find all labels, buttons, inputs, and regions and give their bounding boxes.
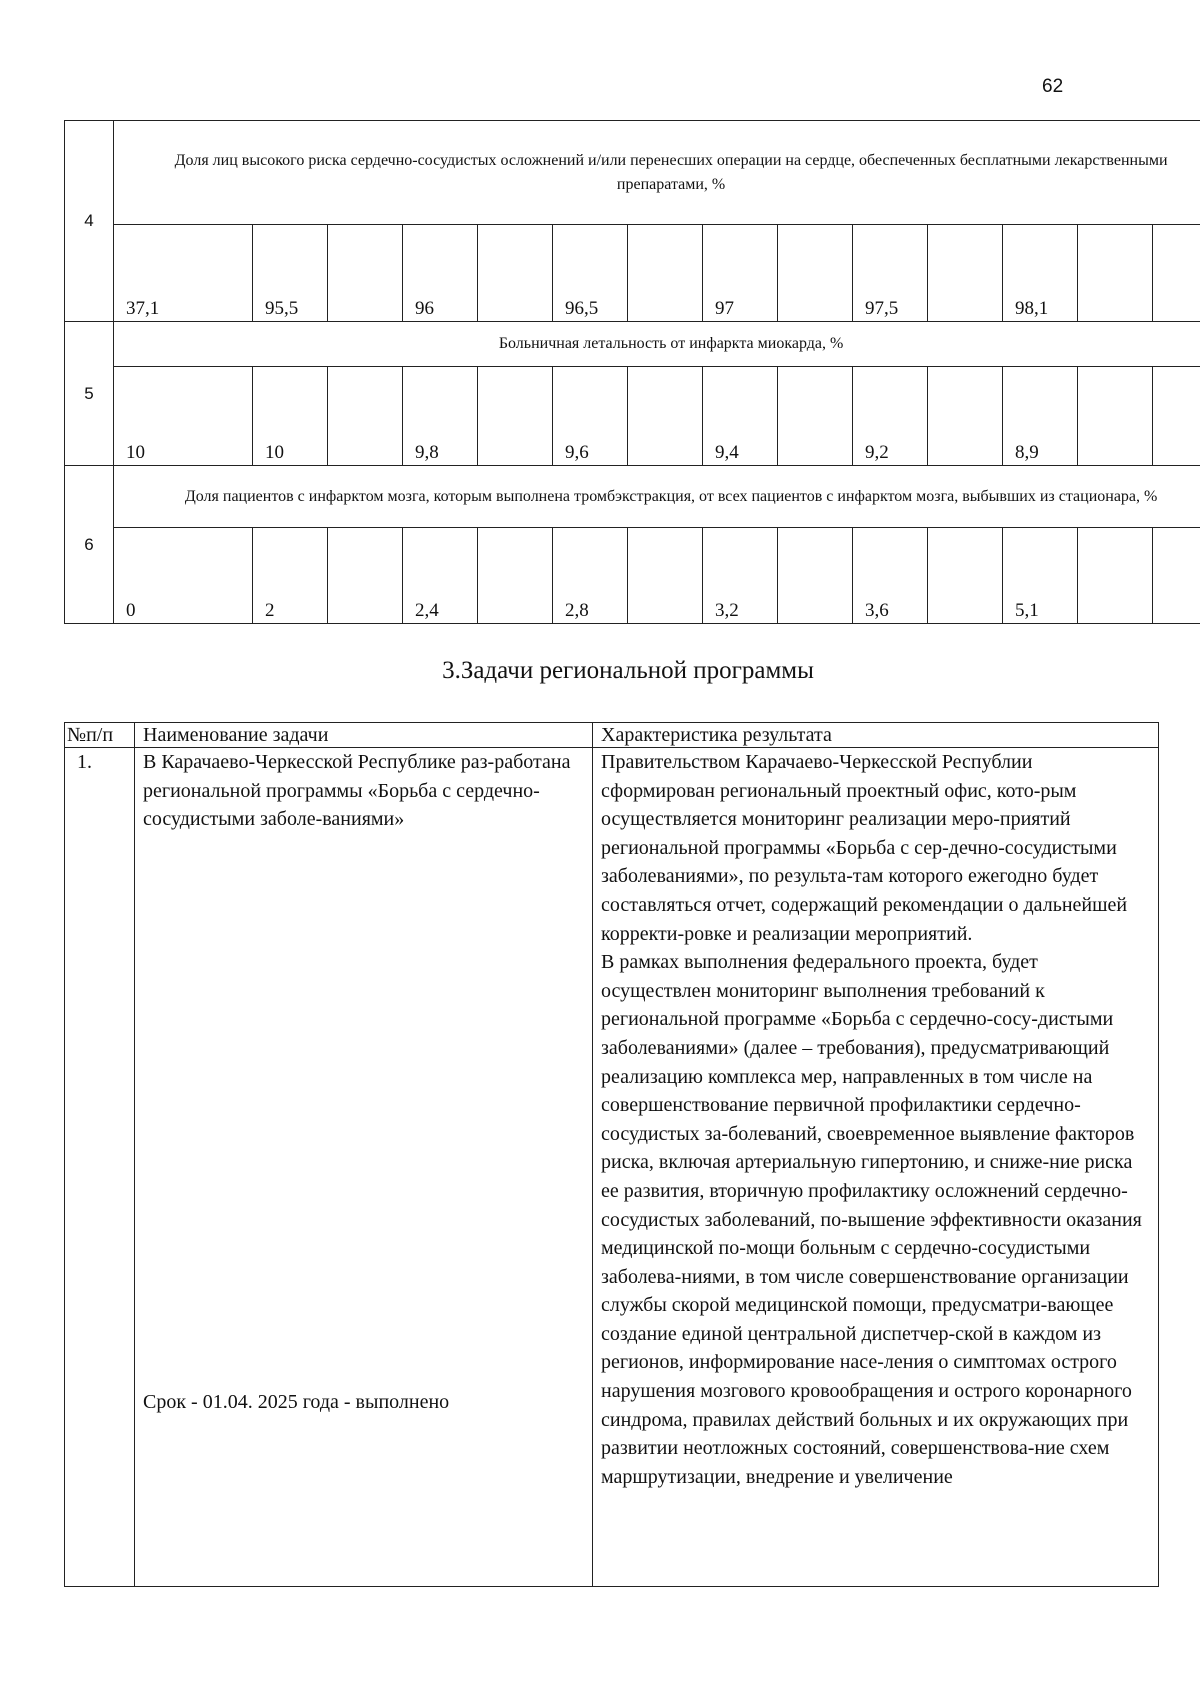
indicator-value: 97 (703, 225, 778, 322)
task-number: 1. (65, 748, 135, 1587)
indicator-value: 37,1 (114, 225, 253, 322)
empty-cell (928, 528, 1003, 624)
indicator-value: 3,6 (853, 528, 928, 624)
empty-cell (478, 225, 553, 322)
empty-cell (928, 225, 1003, 322)
empty-cell (328, 367, 403, 466)
indicator-title: Доля лиц высокого риска сердечно-сосудистых осложнений и/или перенесших операции на сердце, обеспеченных бесплатными лекарственными препаратами, % (114, 121, 1200, 225)
section-heading: 3.Задачи региональной программы (442, 657, 814, 684)
header-result: Характеристика результата (593, 723, 1159, 748)
indicator-value: 2,8 (553, 528, 628, 624)
task-result-paragraph: В рамках выполнения федерального проекта, будет осуществлен мониторинг выполнения требований к региональной программе «Борьба с сердечно-сосу-дистыми заболеваниями» (далее – требования), предусматривающий реализацию комплекса мер, направленных в том числе на совершенствование первичной профилактики сердечно-сосудистых за-болеваний, своевременное выявление факторов риска, включая артериальную гипертонию, и сниже-ние риска ее развития, вторичную профилактику осложнений сердечно-сосудистых заболеваний, по-вышение эффективности оказания медицинской по-мощи больным с сердечно-сосудистыми заболева-ниями, в том числе совершенствование организации службы скорой медицинской помощи, предусматри-вающее создание единой центральной диспетчер-ской в каждом из регионов, информирование насе-ления о симптомах острого нарушения мозгового кровообращения и острого коронарного синдрома, правилах действий больных и их окружающих при развитии неотложных состояний, совершенствова-ние схем маршрутизации, внедрение и увеличение (601, 951, 1142, 1488)
indicator-value: 8,9 (1003, 367, 1078, 466)
indicator-value: 3,2 (703, 528, 778, 624)
empty-cell (478, 367, 553, 466)
indicator-value: 2,4 (403, 528, 478, 624)
indicator-value: 9,8 (403, 367, 478, 466)
indicators-table (64, 120, 1200, 624)
indicator-row-5-title (65, 322, 1200, 367)
empty-cell (1078, 528, 1153, 624)
empty-cell (628, 225, 703, 322)
empty-cell (778, 528, 853, 624)
indicator-value: 10 (253, 367, 328, 466)
indicator-value: 98,1 (1003, 225, 1078, 322)
empty-cell (1078, 367, 1153, 466)
indicator-number: 4 (65, 121, 114, 322)
indicator-value: 2 (253, 528, 328, 624)
header-task-name: Наименование задачи (135, 723, 593, 748)
task-result-paragraph: Правительством Карачаево-Черкесской Республии сформирован региональный проектный офис, кото-рым осуществляется мониторинг реализации меро-приятий региональной программы «Борьба с сер-дечно-сосудистыми заболеваниями», по результа-там которого ежегодно будет составляться отчет, содержащий рекомендации о дальнейшей корректи-ровке и реализации мероприятий. (601, 751, 1128, 945)
tasks-table (64, 722, 1159, 1587)
table-row (65, 748, 1159, 1587)
indicator-value: 9,6 (553, 367, 628, 466)
indicator-value: 96 (403, 225, 478, 322)
tasks-table-header (65, 723, 1159, 748)
indicator-row-6-title (65, 466, 1200, 528)
page-number: 62 (1042, 76, 1064, 97)
task-term: Срок - 01.04. 2025 года - выполнено (143, 1391, 450, 1413)
empty-cell (928, 367, 1003, 466)
empty-cell (1078, 225, 1153, 322)
indicator-title: Доля пациентов с инфарктом мозга, которым выполнена тромбэкстракция, от всех пациентов с инфарктом мозга, выбывших из стационара, % (114, 466, 1200, 528)
indicator-value: 97,5 (853, 225, 928, 322)
empty-cell (1153, 367, 1200, 466)
indicator-title: Больничная летальность от инфаркта миокарда, % (114, 322, 1200, 367)
empty-cell (628, 528, 703, 624)
task-name: В Карачаево-Черкесской Республике раз-работана региональной программы «Борьба с сердечно-сосудистыми заболе-ваниями» (143, 751, 571, 831)
indicator-row-4-values (65, 225, 1200, 322)
task-result-cell (593, 748, 1159, 1587)
indicator-value: 0 (114, 528, 253, 624)
empty-cell (1153, 528, 1200, 624)
indicator-value: 10 (114, 367, 253, 466)
empty-cell (778, 225, 853, 322)
task-name-cell (135, 748, 593, 1587)
indicator-value: 5,1 (1003, 528, 1078, 624)
indicator-number: 6 (65, 466, 114, 624)
indicator-row-4-title (65, 121, 1200, 225)
indicator-value: 9,2 (853, 367, 928, 466)
header-no: №п/п (65, 723, 135, 748)
empty-cell (778, 367, 853, 466)
indicator-value: 9,4 (703, 367, 778, 466)
empty-cell (478, 528, 553, 624)
indicator-value: 96,5 (553, 225, 628, 322)
indicator-value: 95,5 (253, 225, 328, 322)
indicator-number: 5 (65, 322, 114, 466)
indicator-row-6-values (65, 528, 1200, 624)
empty-cell (628, 367, 703, 466)
empty-cell (328, 528, 403, 624)
empty-cell (328, 225, 403, 322)
indicator-row-5-values (65, 367, 1200, 466)
empty-cell (1153, 225, 1200, 322)
